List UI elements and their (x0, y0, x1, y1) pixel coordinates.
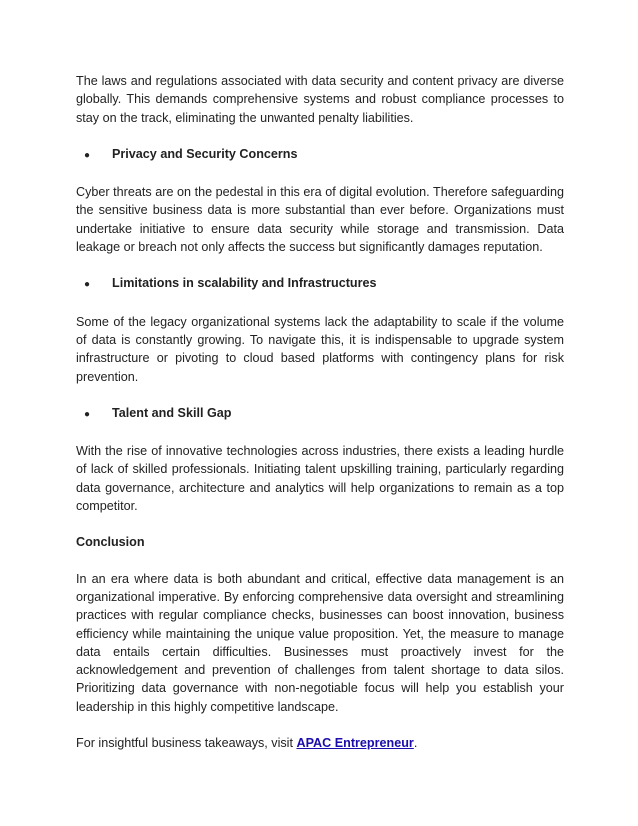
bullet-dot-icon: ● (84, 279, 91, 291)
bullet-talent-label: Talent and Skill Gap (112, 405, 232, 420)
intro-paragraph: The laws and regulations associated with data security and content privacy are diverse globally. This demands comprehensive systems and robust compliance processes to stay on the track, eliminating the unwanted penalty liabilities. (76, 74, 564, 125)
spacer (76, 716, 564, 734)
spacer (76, 256, 564, 274)
bullet-privacy (76, 145, 564, 165)
spacer (76, 552, 564, 570)
spacer (76, 127, 564, 145)
bullet-privacy-label: Privacy and Security Concerns (112, 146, 298, 161)
bullet-dot-icon: ● (84, 149, 91, 161)
footer-paragraph (76, 734, 564, 752)
document-page (76, 72, 564, 752)
scalability-paragraph: Some of the legacy organizational systems lack the adaptability to scale if the volume of data is constantly growing. To navigate this, it is indispensable to upgrade system infrastructure or pivoting to cloud based platforms with contingency plans for risk prevention. (76, 314, 564, 384)
bullet-talent (76, 404, 564, 424)
spacer (76, 165, 564, 183)
talent-paragraph: With the rise of innovative technologies across industries, there exists a leading hurdle of lack of skilled professionals. Initiating talent upskilling training, particularly regarding data governance, architecture and analytics will help organizations to remain as a top competitor. (76, 444, 564, 514)
spacer (76, 386, 564, 404)
conclusion-paragraph: In an era where data is both abundant and critical, effective data management is an organizational imperative. By enforcing comprehensive data oversight and streamlining practices with regular compliance checks, businesses can boost innovation, business efficiency while maintaining the unique value proposition. Yet, the measure to manage data entails certain difficulties. Businesses must proactively invest for the acknowledgement and prevention of challenges from talent shortage to data silos. Prioritizing data governance with non-negotiable focus will help you establish your leadership in this highly competitive landscape. (76, 571, 564, 714)
bullet-scalability (76, 274, 564, 294)
bullet-dot-icon: ● (84, 408, 91, 420)
apac-entrepreneur-link[interactable]: APAC Entrepreneur (296, 736, 414, 751)
footer-prefix: For insightful business takeaways, visit (76, 736, 297, 751)
spacer (76, 515, 564, 533)
conclusion-heading: Conclusion (76, 535, 145, 550)
bullet-scalability-label: Limitations in scalability and Infrastructures (112, 276, 377, 291)
spacer (76, 295, 564, 313)
spacer (76, 424, 564, 442)
privacy-paragraph: Cyber threats are on the pedestal in this era of digital evolution. Therefore safeguarding the sensitive business data is more substantial than ever before. Organizations must undertake initiative to ensure data security while storage and transmission. Data leakage or breach not only affects the success but significantly damages reputation. (76, 185, 564, 255)
footer-suffix: . (413, 736, 418, 751)
